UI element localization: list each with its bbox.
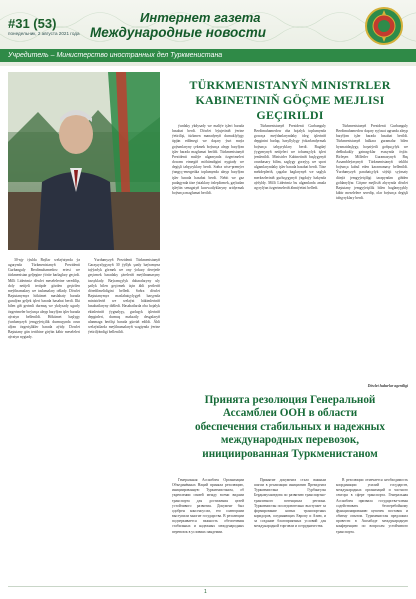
headline-line: KABINETINIŇ GÖÇME MEJLISI [195, 93, 385, 107]
founder-banner: Учредитель – Министерство иностранных дел Туркменистана [0, 49, 416, 62]
paragraph: Ýurdumyzyň Prezidenti Türkmenistanyň Garaşsyzlygynyň 30 ýyllyk şanly baýramyna taýýarlyk görmek we ony ýokary derejede geçirmek baradaky çäreleriň meýilnamasyny tassyklady. Baýramçylyk dabaralaryny uly şatlyk bilen geçirmek üçin ähli şertleriň döredilmelidigini belledi. Soňra döwlet Baştutanymyz maslahatçylygyň barşynda ministrleriň we welaýat häkimleriniň hasabatlaryny diňledi. Hasabatlarda oba hojalyk ekinleriniň ýygnalyşy, gurluşyk işleriniň depginleri, durmuş maksatly desgalaryň ulanmaga berilişi barada gürrüň edildi. Ähli welaýatlarda meýilnamalaryň wagtynda ýerine ýetirilýändigi bellenildi. [88, 258, 160, 335]
page-number: 1 [204, 589, 207, 595]
article-column [172, 124, 244, 382]
paragraph: Türkmenistanyň Prezidenti Gurbanguly Berdimuhamedow daşary syýasat ugrunda alnyp barylýan işler barada hasabat berildi. Türkmenistanyň halkara guramalar bilen hyzmatdaşlygy, hoşniýetli goňşuçylyk we deňhukukly gatnaşyklar esasynda ösýär. Birleşen Milletler Guramasynyň Baş Assambleýasynyň Türkmenistanyň teklibi boýunça kabul eden kararnamasy bellenildi. Ýurdumyzyň parahatçylyk söýüji syýasaty dünýä jemgyýetçiligi tarapyndan giňden goldanylýar. Göçme mejlisiň ahyrynda döwlet Baştutany jemgyýetçilik bilen baglanyşykly käbir meselelere seredip, olar boýunça degişli tabşyryklary berdi. [336, 124, 408, 201]
article-column [254, 124, 326, 382]
issue-number: #31 (53) [8, 16, 57, 31]
headline-line: GEÇIRILDI [256, 108, 324, 122]
state-emblem-icon [364, 6, 404, 46]
paragraph: 30-njy iýulda Baýlar welaýatynda ýa ugurynda Türkmenistanyň Prezidenti Gurbanguly Berdimuhamedow ertesi we türkmenistan geljegine ýörite barlaglary geçirdi. Milli Liderimiz döwlet meselelerine seredilip, doly netijeli tertipde gözden geçirilen meýilnamalary we taslamalary oňlady. Döwlet Baştutanymyz hökümet maslahaty barada gurulýan geljek işleri barada hasabat berdi. Ilki bilen giň gerimli durmuş we ykdysady ugurly özgertmeler boýunça alnyp barylýan işler barada aýratyn bellenildi. Hökümet başlygy ýurdumyzyň jemgyýetçilik durmuşynda orun alýan özgerişlikler barada aýtdy. Dowlet Baştutany gün tertibine girýän käbir meseleleri aýratyn nygtady. [8, 258, 80, 340]
article-headline-2 [172, 394, 408, 461]
issue-date: понедельник, 2 августа 2021 года [8, 31, 80, 36]
article-column [172, 478, 244, 582]
paragraph: Генеральная Ассамблея Организации Объединённых Наций приняла резолюцию, инициированную Туркменистаном, об укреплении связей между всеми видами транспорта для достижения целей устойчивого развития. Документ был одобрен консенсусом, его соавторами выступили многие государства. В резолюции подчеркивается важность обеспечения стабильных и надежных международных перевозок в условиях пандемии. [172, 478, 244, 534]
headline-line: Принята резолюция Генеральной [204, 394, 376, 406]
paragraph: Принятие документа стало важным шагом в реализации инициатив Президента Туркменистана Гурбангулы Бердымухамедова по развитию транспортно-транзитного потенциала региона. Туркменистан последовательно выступает за формирование новых транспортных коридоров, соединяющих Европу и Азию, и за создание благоприятных условий для международной торговли и сотрудничества. [254, 478, 326, 529]
article-column [336, 124, 408, 382]
headline-line: TÜRKMENISTANYŇ MINISTRLER [189, 78, 391, 92]
footer-divider [8, 586, 408, 587]
headline-line: обеспечения стабильных и надежных [194, 420, 386, 433]
headline-line: международных перевозок, [220, 434, 360, 447]
headline-line: Ассамблеи ООН в области [222, 407, 358, 420]
article-column [88, 258, 160, 548]
article-column [254, 478, 326, 582]
article-column [336, 478, 408, 582]
article-column [8, 258, 80, 548]
masthead-title-line1: Интернет газета [140, 10, 261, 25]
masthead-title-line2: Международные новости [90, 25, 267, 40]
paragraph: Türkmenistanyň Prezidenti Gurbanguly Berdimuhamedow oba hojalyk toplumynda gowaça meýdanlaryndaky ideg işleriniň depginini barlap, hasyllylygy ýokarlandyrmak boýunça tabşyryklary berdi. Bugdaý ýygymynyň netijeleri we tohumçylyk işleri jemlenildi. Ministrler Kabinetiniň başlygynyň orunbasary bilim, saglygy goraýyş we sport ulgamlaryndaky işler barada hasabat berdi. Täze mekdepleriň, çagalar baglarynyň we saglyk merkezleriniň gurluşygynyň ýagdaýy hakynda aýdyldy. Milli Liderimiz bu ulgamlarda amala aşyrylýan özgertmeleriň ähmiýetini belledi. [254, 124, 326, 190]
paragraph: ýurdaky ykdysady we maliýe işleri barada hasabat berdi. Döwlet býujetiniň ýerine ýetirilişi, türkmen manadynyň durnuklylygy üpjün edilmegi we daşary ýurt maýa goýumlaryny çekmek boýunça alnyp barylýan işler barada maglumat berildi. Türkmenistanyň Prezidenti maliýe ulgamynda özgertmeleri dowam etmegiň möhümdigini nygtady we degişli tabşyryklary berdi. Soňra wise-premýer ýangyç-energetika toplumynda alnyp barylýan işler barada hasabat berdi. Nebit we gaz pudagynda täze ýataklary özleşdirmek, gaýtadan işleýän senagatyň kuwwatlyklaryny artdyrmak boýunça maglumat berildi. [172, 124, 244, 196]
masthead [0, 0, 416, 66]
president-photo [8, 72, 160, 250]
headline-line: инициированная Туркменистаном [202, 447, 378, 460]
paragraph: В резолюции отмечается необходимость координации усилий государств, международных организаций и частного сектора в сфере транспорта. Генеральная Ассамблея призвала государства-члены содействовать бесперебойному функционированию цепочек поставок и обмену опытом. Туркменистан предложил провести в Ашхабаде международную конференцию по вопросам устойчивого транспорта. [336, 478, 408, 534]
byline: Döwlet habarlar agentligi [367, 384, 408, 388]
article-headline [172, 78, 408, 123]
